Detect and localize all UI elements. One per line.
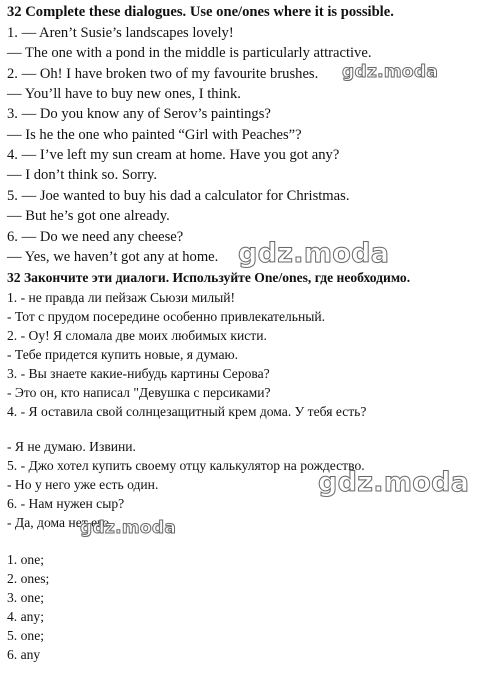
dialogue-line: — I don’t think so. Sorry. [7, 167, 157, 183]
dialogue-line: 3. — Do you know any of Serov’s paintings? [7, 106, 271, 122]
translation-line: 2. - Оу! Я сломала две моих любимых кисти. [7, 328, 267, 343]
watermark: gdz.moda [238, 238, 390, 269]
dialogue-line: — Yes, we haven’t got any at home. [7, 249, 219, 265]
translation-line: 5. - Джо хотел купить своему отцу калькулятор на рождество. [7, 458, 365, 473]
dialogue-line: 4. — I’ve left my sun cream at home. Have you got any? [7, 147, 340, 163]
translation-line: - Но у него уже есть один. [7, 477, 159, 492]
answer-item: 1. one; [7, 552, 44, 567]
dialogue-line: — But he’s got one already. [7, 208, 170, 224]
dialogue-line: 6. — Do we need any cheese? [7, 229, 184, 245]
dialogue-line: — The one with a pond in the middle is particularly attractive. [7, 45, 372, 61]
dialogue-line: 5. — Joe wanted to buy his dad a calculator for Christmas. [7, 188, 350, 204]
answer-item: 3. one; [7, 590, 44, 605]
translation-line: 6. - Нам нужен сыр? [7, 496, 125, 511]
dialogue-line: — You’ll have to buy new ones, I think. [7, 86, 241, 102]
translation-line: - Тот с прудом посередине особенно привлекательный. [7, 309, 326, 324]
translation-line: 1. - не правда ли пейзаж Сьюзи милый! [7, 290, 236, 305]
translation-line: - Тебе придется купить новые, я думаю. [7, 347, 239, 362]
answer-item: 2. ones; [7, 571, 50, 586]
answer-item: 5. one; [7, 628, 44, 643]
answer-item: 4. any; [7, 609, 44, 624]
exercise-heading-english: 32 Complete these dialogues. Use one/ones where it is possible. [7, 4, 394, 20]
watermark: gdz.moda [80, 518, 177, 538]
watermark: gdz.moda [318, 467, 470, 498]
translation-line: 4. - Я оставила свой солнцезащитный крем дома. У тебя есть? [7, 404, 367, 419]
dialogue-line: 1. — Aren’t Susie’s landscapes lovely! [7, 25, 234, 41]
translation-line: - Это он, кто написал "Девушка с персиками? [7, 385, 271, 400]
translation-line: - Я не думаю. Извини. [7, 439, 136, 454]
watermark: gdz.moda [342, 62, 439, 82]
answer-item: 6. any [7, 647, 41, 662]
exercise-heading-russian: 32 Закончите эти диалоги. Используйте One/ones, где необходимо. [7, 270, 411, 285]
translation-line: 3. - Вы знаете какие-нибудь картины Серова? [7, 366, 270, 381]
translation-line: - Да, дома нет его. [7, 515, 113, 530]
dialogue-line: — Is he the one who painted “Girl with Peaches”? [7, 127, 302, 143]
dialogue-line: 2. — Oh! I have broken two of my favourite brushes. [7, 66, 319, 82]
